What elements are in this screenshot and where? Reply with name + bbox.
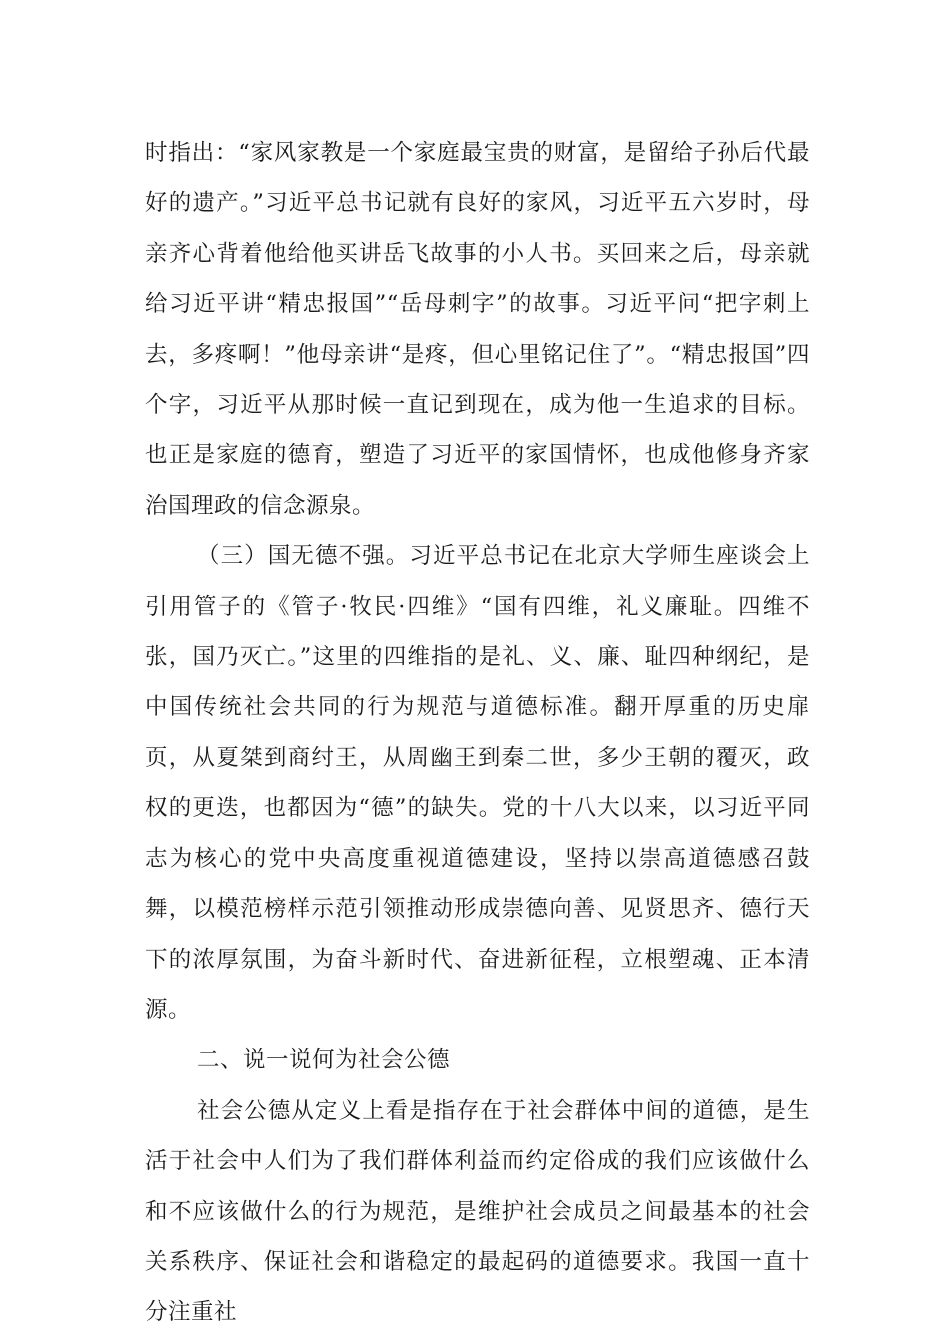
document-body xyxy=(145,128,810,1338)
paragraph-social-ethics-definition: 社会公德从定义上看是指存在于社会群体中间的道德，是生活于社会中人们为了我们群体利益而约定俗成的我们应该做什么和不应该做什么的行为规范，是维护社会成员之间最基本的社会关系秩序、保证社会和谐稳定的最起码的道德要求。我国一直十分注重社 xyxy=(145,1097,810,1326)
paragraph-country-virtue: （三）国无德不强。习近平总书记在北京大学师生座谈会上引用管子的《管子·牧民·四维》“国有四维，礼义廉耻。四维不张，国乃灭亡。”这里的四维指的是礼、义、廉、耻四种纲纪，是中国传统社会共同的行为规范与道德标准。翻开厚重的历史扉页，从夏桀到商纣王，从周幽王到秦二世，多少王朝的覆灭，政权的更迭，也都因为“德”的缺失。党的十八大以来，以习近平同志为核心的党中央高度重视道德建设，坚持以崇高道德感召鼓舞，以模范榜样示范引领推动形成崇德向善、见贤思齐、德行天下的浓厚氛围，为奋斗新时代、奋进新征程，立根塑魂、正本清源。 xyxy=(145,543,810,1023)
paragraph-family-values: 时指出：“家风家教是一个家庭最宝贵的财富，是留给子孙后代最好的遗产。”习近平总书记就有良好的家风，习近平五六岁时，母亲齐心背着他给他买讲岳飞故事的小人书。买回来之后，母亲就给习近平讲“精忠报国”“岳母刺字”的故事。习近平问“把字刺上去，多疼啊！”他母亲讲“是疼，但心里铭记住了”。“精忠报国”四个字，习近平从那时候一直记到现在，成为他一生追求的目标。也正是家庭的德育，塑造了习近平的家国情怀，也成他修身齐家治国理政的信念源泉。 xyxy=(145,140,810,519)
section-heading-social-ethics: 二、说一说何为社会公德 xyxy=(197,1047,451,1074)
